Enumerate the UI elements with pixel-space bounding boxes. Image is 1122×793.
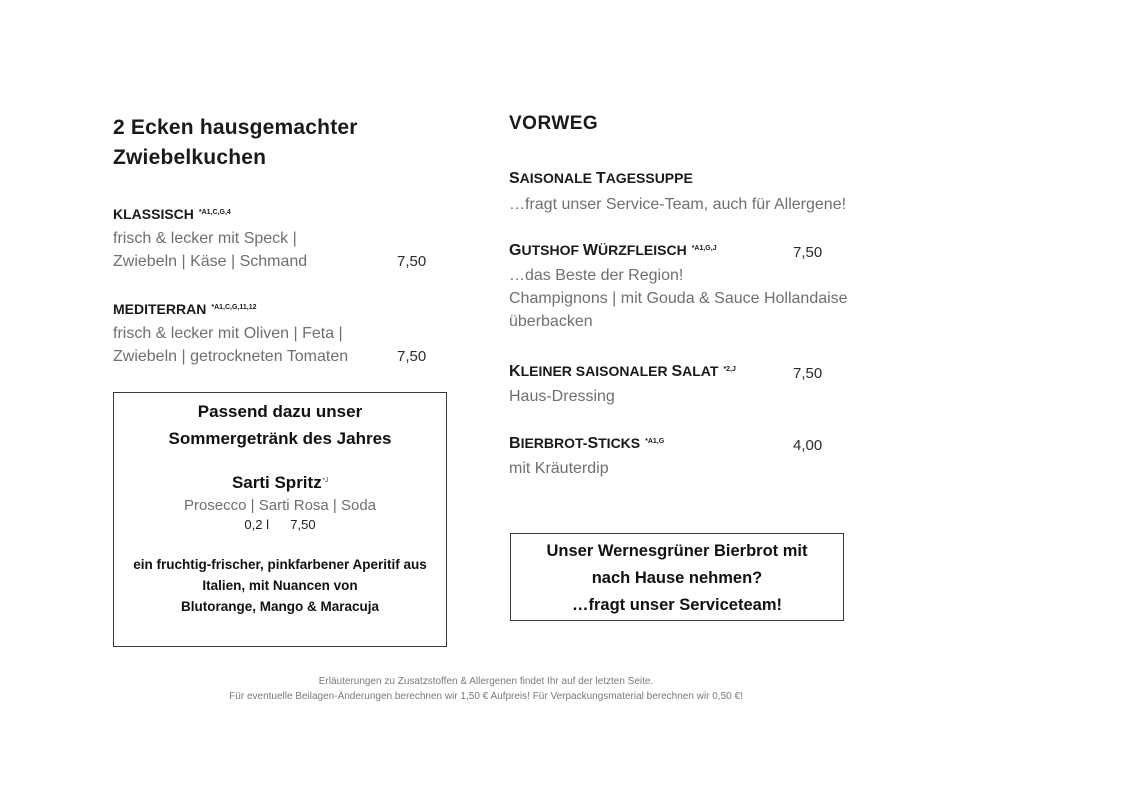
allergen-codes: *A1,G	[645, 438, 665, 445]
menu-item-description: Haus-Dressing	[509, 388, 615, 405]
name-initial: B	[509, 435, 521, 452]
name-initial: T	[595, 170, 606, 187]
menu-item-price: 7,50	[397, 348, 427, 365]
allergen-codes: *A1,C,G,11,12	[211, 304, 257, 311]
menu-item-title: KLASSISCH	[113, 206, 194, 222]
name-part: ALAT	[682, 363, 719, 379]
menu-item-price: 7,50	[397, 253, 427, 270]
menu-item-title: MEDITERRAN	[113, 301, 207, 317]
description-line: frisch & lecker mit Speck |	[113, 230, 297, 247]
name-initial: W	[582, 242, 599, 259]
menu-item-description: …fragt unser Service-Team, auch für Allergene!	[509, 196, 847, 213]
promo-line: …fragt unser Serviceteam!	[572, 596, 782, 614]
description-line: …das Beste der Region!	[509, 267, 684, 284]
description-line: Zwiebeln | Käse | Schmand	[113, 253, 308, 270]
name-initial: S	[587, 435, 599, 452]
drink-promo-box	[113, 392, 447, 647]
section-heading	[113, 113, 358, 173]
menu-item-price: 7,50	[793, 244, 823, 261]
drink-note-line: Blutorange, Mango & Maracuja	[180, 599, 380, 614]
menu-item-name	[509, 363, 736, 381]
menu-item-name	[509, 242, 717, 260]
drink-size-price	[114, 517, 446, 532]
name-part: LEINER SAISONALER	[520, 363, 668, 379]
section-heading-line: Zwiebelkuchen	[113, 146, 267, 169]
promo-line: nach Hause nehmen?	[591, 569, 763, 587]
name-part: AISONALE	[519, 170, 593, 186]
menu-item-price: 7,50	[793, 365, 823, 382]
menu-item-name	[509, 435, 664, 453]
section-heading: VORWEG	[509, 113, 599, 134]
promo-line: Unser Wernesgrüner Bierbrot mit	[546, 542, 808, 560]
allergen-codes: *A1,G,J	[691, 245, 717, 252]
footer-notes	[110, 674, 862, 704]
section-heading-line: 2 Ecken hausgemachter	[113, 116, 358, 139]
menu-item-name	[113, 301, 256, 317]
drink-note-line: ein fruchtig-frischer, pinkfarbener Aperitif aus	[133, 557, 427, 572]
promo-title-line: Passend dazu unser	[197, 402, 363, 421]
name-part: UTSHOF	[521, 242, 580, 258]
menu-item-description: mit Kräuterdip	[509, 460, 609, 477]
description-line: überbacken	[509, 313, 593, 330]
drink-note	[114, 554, 446, 617]
footer-line: Für eventuelle Beilagen-Änderungen berechnen wir 1,50 € Aufpreis! Für Verpackungsmaterial berechnen wir 0,50 €!	[229, 691, 743, 702]
bread-promo-box	[510, 533, 844, 621]
name-initial: S	[671, 363, 683, 380]
menu-item-name	[509, 170, 693, 188]
drink-title: Sarti Spritz	[231, 473, 322, 492]
menu-item-price: 4,00	[793, 437, 823, 454]
drink-name	[114, 473, 446, 493]
menu-item-description	[509, 264, 848, 333]
name-initial: S	[509, 170, 520, 187]
allergen-codes: *J	[322, 478, 329, 484]
name-part: TICKS	[598, 435, 641, 451]
description-line: Zwiebeln | getrockneten Tomaten	[113, 348, 349, 365]
drink-ingredients: Prosecco | Sarti Rosa | Soda	[183, 497, 377, 514]
menu-item-description	[113, 322, 348, 368]
allergen-codes: *2,J	[723, 366, 736, 373]
drink-price: 7,50	[290, 517, 316, 532]
name-part: IERBROT-	[520, 435, 588, 451]
description-line: Champignons | mit Gouda & Sauce Hollandaise	[509, 290, 848, 307]
drink-note-line: Italien, mit Nuancen von	[202, 578, 358, 593]
name-initial: K	[509, 363, 521, 380]
name-part: AGESSUPPE	[605, 170, 693, 186]
menu-item-name	[113, 206, 231, 222]
promo-title-line: Sommergetränk des Jahres	[168, 429, 392, 448]
menu-item-description	[113, 227, 307, 273]
name-part: ÜRZFLEISCH	[598, 242, 687, 258]
footer-line: Erläuterungen zu Zusatzstoffen & Allergenen findet Ihr auf der letzten Seite.	[318, 676, 654, 687]
name-initial: G	[509, 242, 522, 259]
allergen-codes: *A1,C,G,4	[198, 209, 231, 216]
drink-size: 0,2 l	[244, 517, 269, 532]
description-line: frisch & lecker mit Oliven | Feta |	[113, 325, 343, 342]
